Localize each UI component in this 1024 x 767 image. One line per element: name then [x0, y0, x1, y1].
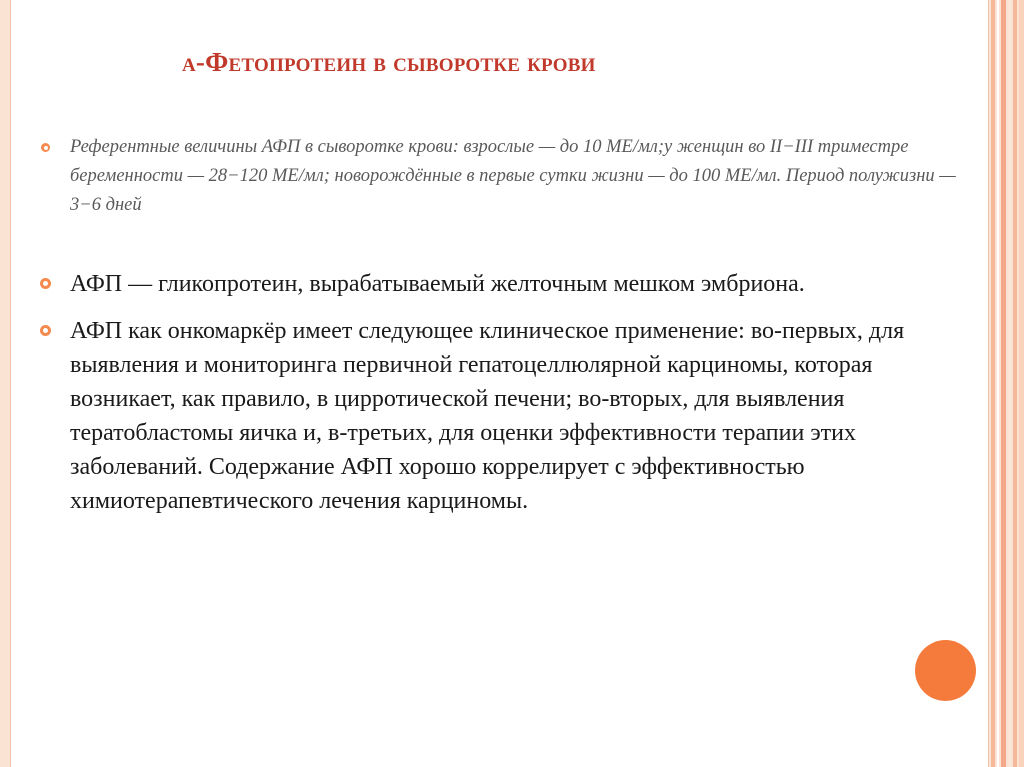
bullet-icon [41, 143, 50, 152]
decorative-stripe [1008, 0, 1011, 767]
reference-values-text: Референтные величины АФП в сыворотке крови: взрослые — до 10 МЕ/мл;у женщин во II−III триместре беременности — 28−120 МЕ/мл; новорождённые в первые сутки жизни — до 100 МЕ/мл. Период полужизни — 3−6 дней [70, 137, 956, 215]
decorative-stripe [1019, 0, 1024, 767]
decorative-stripe [1013, 0, 1017, 767]
paragraph-afp-definition: АФП — гликопротеин, вырабатываемый желточным мешком эмбриона. [70, 271, 805, 297]
decorative-stripe [997, 0, 999, 767]
decorative-stripe [991, 0, 995, 767]
decorative-circle [915, 640, 976, 701]
bullet-icon [40, 278, 51, 289]
paragraph-afp-clinical-use: АФП как онкомаркёр имеет следующее клиническое применение: во-первых, для выявления и мониторинга первичной гепатоцеллюлярной карциномы, которая возникает, как правило, в цирротической печени; во-вторых, для выявления тератобластомы яичка и, в-третьих, для оценки эффективности терапии этих заболеваний. Содержание АФП хорошо коррелирует с эффективностью химиотерапевтического лечения карциномы. [70, 318, 905, 514]
decorative-stripe [1001, 0, 1006, 767]
slide-title: а-Фетопротеин в сыворотке крови [182, 47, 596, 77]
bullet-icon [40, 325, 51, 336]
